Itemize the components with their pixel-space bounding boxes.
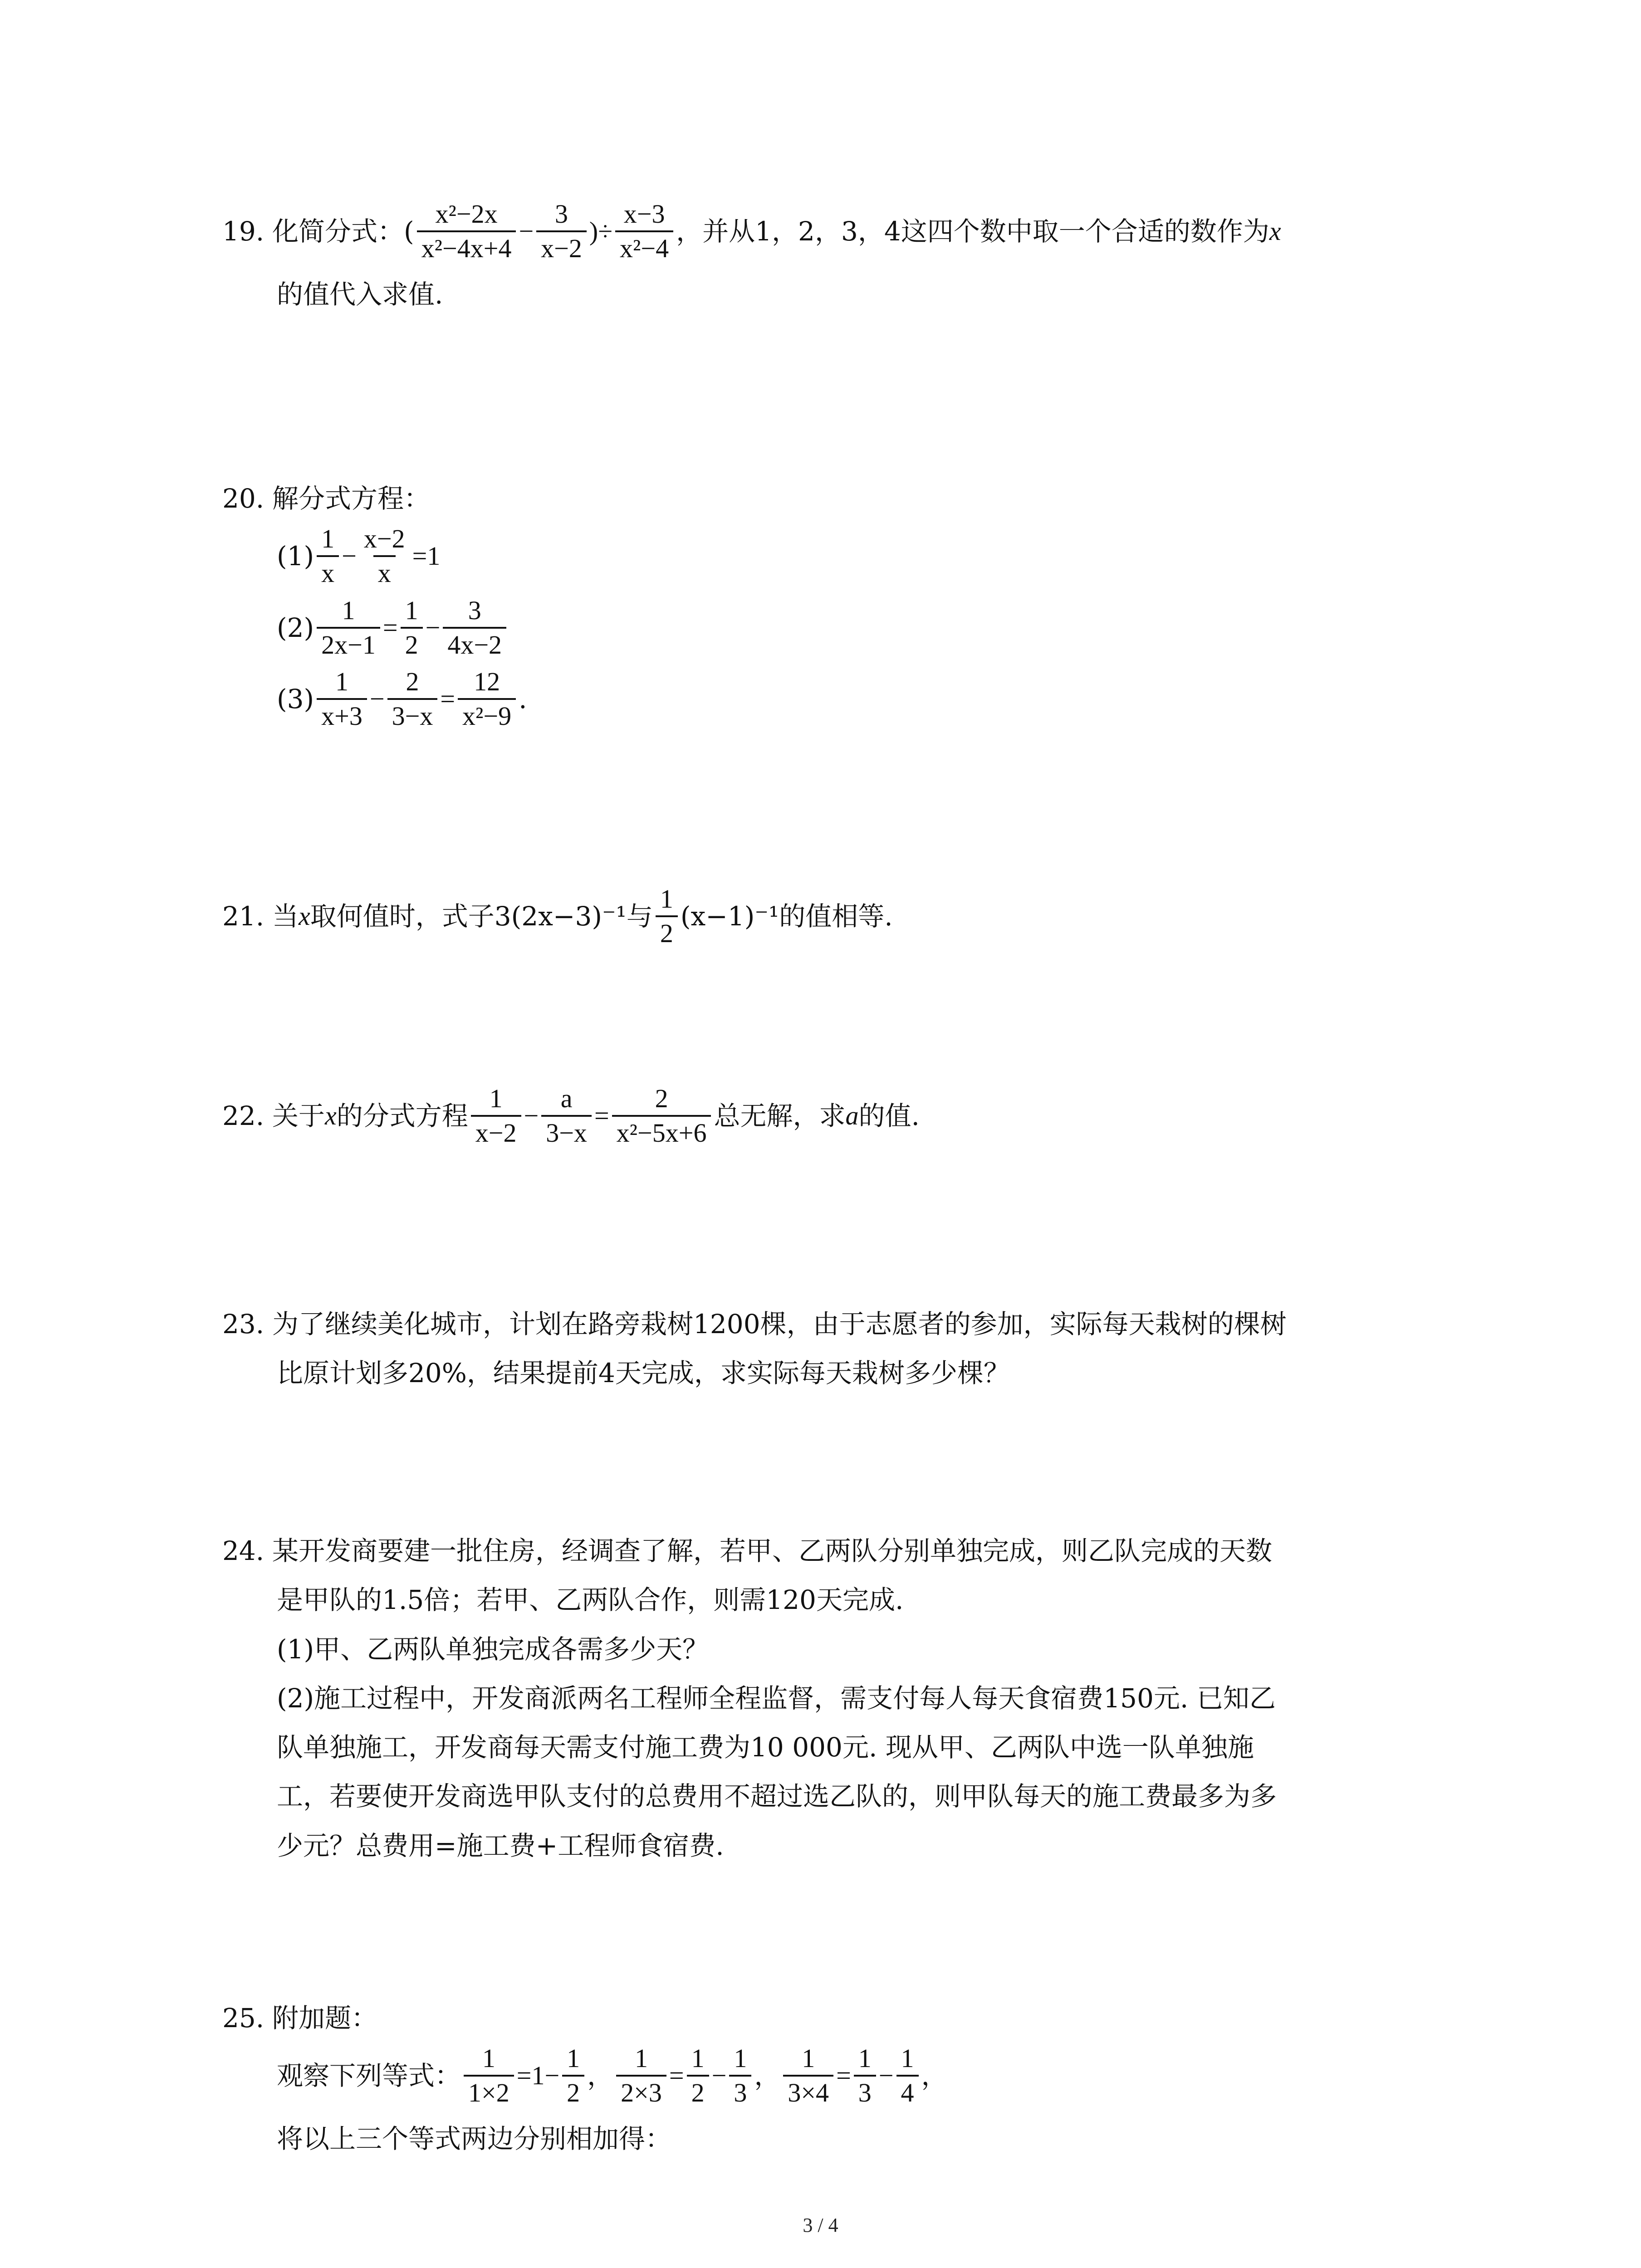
q20-title: 解分式方程： (272, 483, 431, 514)
item-label: (2) (277, 612, 314, 643)
operator: = (594, 1100, 609, 1130)
operator: = (440, 684, 456, 714)
question-number: 24. (222, 1535, 265, 1566)
separator: ， (587, 2060, 614, 2091)
operator: − (878, 2060, 894, 2090)
q24-line6: 工，若要使开发商选甲队支付的总费用不超过选乙队的，则甲队每天的施工费最多为多 (277, 1781, 1277, 1812)
operator: − (342, 541, 357, 571)
denominator: x²−4 (615, 230, 673, 263)
fraction (458, 667, 516, 731)
variable: x (325, 1100, 337, 1130)
fraction (616, 2044, 666, 2107)
q19-lead: 化简分式：( (272, 215, 414, 247)
item-label: (1) (277, 540, 314, 572)
item-label: (3) (277, 684, 314, 715)
question-21 (222, 885, 893, 948)
question-20-title-row (222, 481, 527, 516)
operator: =1− (516, 2060, 560, 2090)
question-22-line1 (222, 1084, 920, 1148)
question-19 (222, 200, 1281, 312)
q24-line7: 少元？总费用=施工费+工程师食宿费. (277, 1830, 724, 1861)
fraction (401, 596, 423, 660)
question-25 (222, 2000, 948, 2156)
denominator: 3×4 (783, 2075, 833, 2107)
numerator: 1 (660, 884, 673, 914)
fraction (317, 667, 367, 731)
period: . (519, 684, 527, 715)
question-24-line1 (222, 1533, 1277, 1569)
fraction (417, 200, 516, 263)
separator: ， (754, 2060, 781, 2091)
numerator: x−2 (363, 524, 405, 554)
q19-tail: ，并从1，2，3，4这四个数中取一个合适的数作为 (676, 215, 1269, 247)
numerator: 1 (734, 2043, 747, 2073)
denominator: 3 (729, 2075, 751, 2107)
denominator: 4 (896, 2075, 919, 2107)
fraction (536, 200, 587, 263)
q21-lead: 当 (272, 900, 299, 932)
question-number: 20. (222, 483, 265, 514)
denominator: 3−x (541, 1115, 592, 1148)
observe-equations (277, 2044, 948, 2107)
fraction (615, 200, 673, 263)
numerator: 1 (802, 2043, 815, 2073)
numerator: 3 (555, 199, 568, 229)
numerator: a (560, 1084, 573, 1113)
observe-label: 观察下列等式： (277, 2060, 461, 2091)
page-number: 3 / 4 (803, 2214, 838, 2236)
denominator: 1×2 (464, 2075, 514, 2107)
denominator: x²−9 (458, 698, 516, 731)
question-number: 25. (222, 2003, 265, 2033)
fraction (729, 2044, 751, 2107)
fraction (612, 1084, 711, 1148)
q21-after: (x−1)⁻¹的值相等. (680, 900, 893, 932)
numerator: 1 (335, 667, 349, 697)
variable: x (1269, 216, 1281, 246)
numerator: 1 (567, 2043, 580, 2073)
question-21-line1 (222, 885, 893, 948)
operator: )÷ (589, 216, 613, 246)
q22-tail: 总无解，求 (714, 1100, 846, 1131)
numerator: 1 (901, 2043, 914, 2073)
fraction (387, 667, 438, 731)
operator: − (369, 684, 385, 714)
denominator: x−2 (536, 230, 587, 263)
q24-line4: (2)施工过程中，开发商派两名工程师全程监督，需支付每人每天食宿费150元. 已知乙 (277, 1682, 1276, 1714)
denominator: x²−5x+6 (612, 1115, 711, 1148)
denominator: 2×3 (616, 2075, 666, 2107)
question-25-title-row (222, 2000, 948, 2036)
denominator: 3−x (387, 698, 438, 731)
question-number: 21. (222, 900, 265, 932)
operator: − (711, 2060, 727, 2090)
denominator: 4x−2 (443, 627, 506, 660)
operator: = (836, 2060, 851, 2090)
question-23-line1 (222, 1306, 1287, 1342)
q22-mid: 的分式方程 (336, 1100, 468, 1131)
denominator: x (317, 555, 339, 588)
operator: = (382, 612, 398, 642)
denominator: 2 (687, 2075, 709, 2107)
q22-end: 的值. (858, 1100, 920, 1131)
question-24 (222, 1533, 1277, 1863)
q24-line2: 是甲队的1.5倍；若甲、乙两队合作，则需120天完成. (277, 1584, 904, 1616)
numerator: 1 (635, 2043, 648, 2073)
denominator: 2 (401, 627, 423, 660)
fraction (317, 524, 339, 588)
denominator: 2x−1 (317, 627, 380, 660)
q21-mid: 取何值时，式子3(2x−3)⁻¹与 (310, 900, 653, 932)
question-number: 22. (222, 1100, 265, 1131)
numerator: 1 (489, 1084, 503, 1113)
numerator: 2 (655, 1084, 668, 1113)
denominator: x+3 (317, 698, 367, 731)
denominator: 3 (854, 2075, 876, 2107)
fraction (359, 524, 410, 588)
fraction (783, 2044, 833, 2107)
numerator: x−3 (623, 199, 665, 229)
question-22 (222, 1084, 920, 1148)
numerator: 1 (342, 595, 355, 625)
fraction (687, 2044, 709, 2107)
question-23 (222, 1306, 1287, 1391)
fraction (854, 2044, 876, 2107)
question-number: 19. (222, 215, 265, 247)
variable: a (845, 1100, 859, 1130)
operator: − (425, 612, 441, 642)
q22-lead: 关于 (272, 1100, 325, 1131)
denominator: 2 (656, 915, 678, 948)
q24-line3: (1)甲、乙两队单独完成各需多少天？ (277, 1633, 709, 1665)
fraction (464, 2044, 514, 2107)
numerator: 1 (321, 524, 335, 554)
numerator: 1 (691, 2043, 705, 2073)
numerator: x²−2x (435, 199, 498, 229)
fraction (317, 596, 380, 660)
denominator: x²−4x+4 (417, 230, 516, 263)
fraction (656, 885, 678, 948)
fraction (471, 1084, 521, 1148)
fraction (443, 596, 506, 660)
question-19-line1 (222, 200, 1281, 263)
q23-line2: 比原计划多20%，结果提前4天完成，求实际每天栽树多少棵？ (277, 1358, 1010, 1389)
separator: ， (921, 2060, 948, 2091)
numerator: 1 (858, 2043, 872, 2073)
question-20 (222, 481, 527, 731)
equation-3 (277, 667, 527, 731)
numerator: 3 (468, 595, 481, 625)
fraction (541, 1084, 592, 1148)
fraction (896, 2044, 919, 2107)
numerator: 2 (406, 667, 419, 697)
q23-line1: 为了继续美化城市，计划在路旁栽树1200棵，由于志愿者的参加，实际每天栽树的棵树 (272, 1309, 1287, 1339)
operator: = (669, 2060, 684, 2090)
numerator: 12 (474, 667, 500, 697)
denominator: x (373, 555, 396, 588)
equation-2 (277, 596, 527, 660)
denominator: x−2 (471, 1115, 521, 1148)
numerator: 1 (405, 595, 418, 625)
numerator: 1 (482, 2043, 495, 2073)
fraction (562, 2044, 584, 2107)
question-number: 23. (222, 1309, 265, 1339)
q24-line1: 某开发商要建一批住房，经调查了解，若甲、乙两队分别单独完成，则乙队完成的天数 (272, 1535, 1273, 1566)
equation-1 (277, 524, 527, 588)
variable: x (299, 901, 310, 931)
operator: − (519, 216, 534, 246)
operator: − (524, 1100, 539, 1130)
q24-line5: 队单独施工，开发商每天需支付施工费为10 000元. 现从甲、乙两队中选一队单独施 (277, 1732, 1254, 1763)
denominator: 2 (562, 2075, 584, 2107)
q25-last-line: 将以上三个等式两边分别相加得： (277, 2123, 672, 2154)
q25-title: 附加题： (272, 2003, 378, 2033)
rhs: =1 (412, 541, 441, 571)
question-19-line2: 的值代入求值. (277, 279, 443, 310)
